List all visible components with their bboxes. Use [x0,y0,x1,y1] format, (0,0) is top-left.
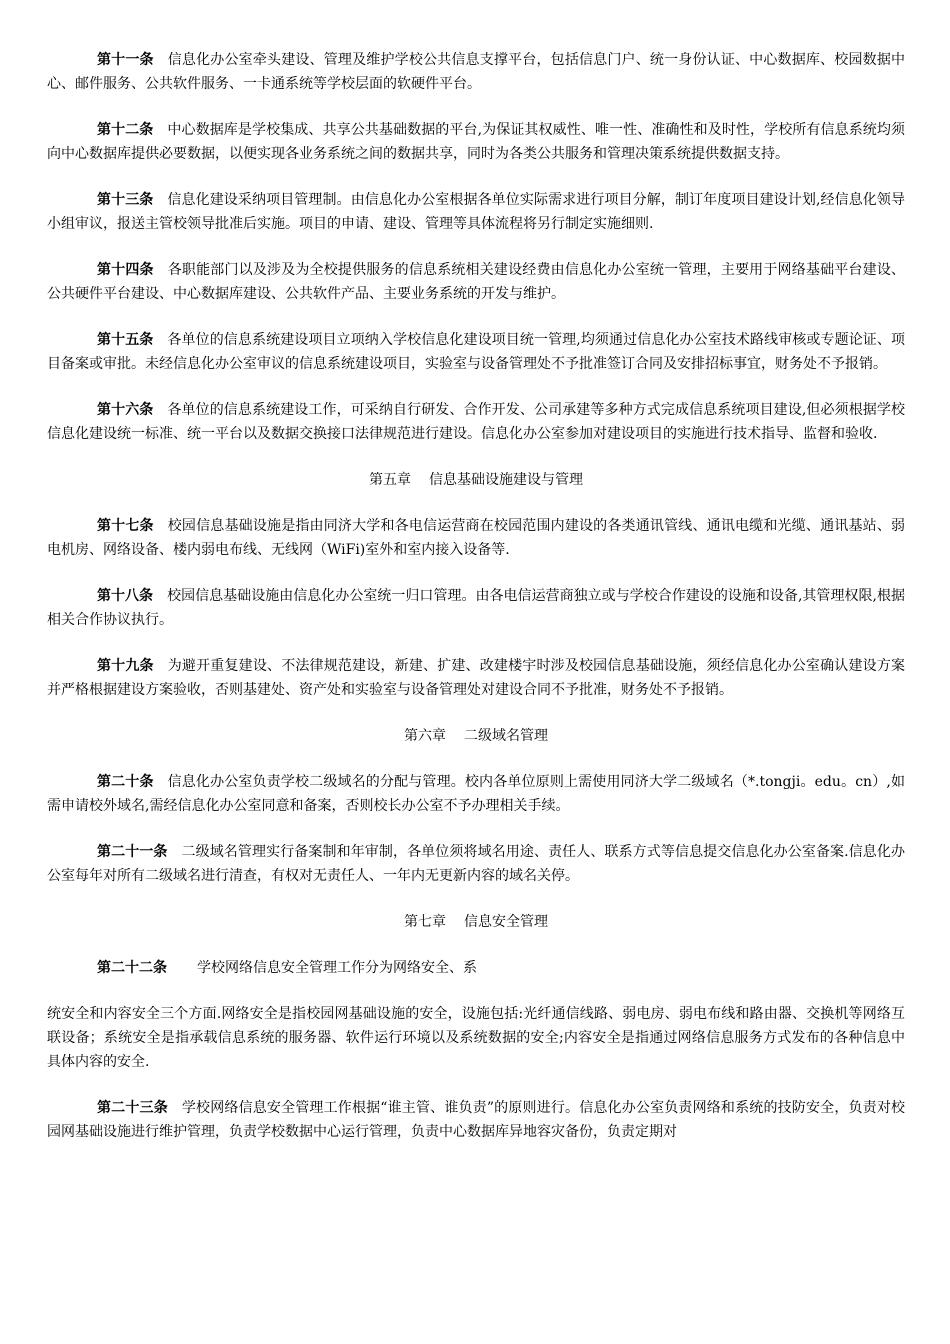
article-text: 二级域名管理实行备案制和年审制，各单位须将域名用途、责任人、联系方式等信息提交信息化办公室备案.信息化办公室每年对所有二级域名进行清查，有权对无责任人、一年内无更新内容的域名关停。 [47,844,905,884]
article-17 [47,514,905,562]
article-20 [47,770,905,818]
article-18 [47,584,905,632]
article-text: 中心数据库是学校集成、共享公共基础数据的平台,为保证其权威性、唯一性、准确性和及时性，学校所有信息系统均须向中心数据库提供必要数据，以便实现各业务系统之间的数据共享，同时为各类公共服务和管理决策系统提供数据支持。 [47,122,906,162]
article-12 [47,118,905,166]
article-number: 第十四条 [97,262,154,278]
article-text: 信息化办公室负责学校二级域名的分配与管理。校内各单位原则上需使用同济大学二级域名（*.tongji。edu。cn）,如需申请校外域名,需经信息化办公室同意和备案，否则校长办公室不予办理相关手续。 [47,774,905,814]
article-number: 第二十二条 [97,960,167,976]
chapter-title: 信息基础设施建设与管理 [429,472,583,488]
article-number: 第十五条 [97,332,154,348]
chapter-number: 第五章 [369,472,411,488]
article-text: 各职能部门以及涉及为全校提供服务的信息系统相关建设经费由信息化办公室统一管理，主要用于网络基础平台建设、公共硬件平台建设、中心数据库建设、公共软件产品、主要业务系统的开发与维护。 [47,262,906,302]
article-11 [47,48,905,96]
article-text: 学校网络信息安全管理工作分为网络安全、系 [197,960,477,976]
article-22 [47,956,905,980]
article-text: 信息化办公室牵头建设、管理及维护学校公共信息支撑平台，包括信息门户、统一身份认证、中心数据库、校园数据中心、邮件服务、公共软件服务、一卡通系统等学校层面的软硬件平台。 [47,52,906,92]
article-number: 第十三条 [97,192,154,208]
article-21 [47,840,905,888]
article-number: 第十八条 [97,588,154,604]
article-number: 第二十三条 [97,1100,168,1116]
article-22-continuation: 统安全和内容安全三个方面.网络安全是指校园网基础设施的安全，设施包括:光纤通信线路、弱电房、弱电布线和路由器、交换机等网络互联设备；系统安全是指承载信息系统的服务器、软件运行环境以及系统数据的安全;内容安全是指通过网络信息服务方式发布的各种信息中具体内容的安全. [47,1006,905,1070]
document-page [47,48,905,1166]
article-text: 各单位的信息系统建设项目立项纳入学校信息化建设项目统一管理,均须通过信息化办公室技术路线审核或专题论证、项目备案或审批。未经信息化办公室审议的信息系统建设项目，实验室与设备管理处不予批准签订合同及安排招标事宜，财务处不予报销。 [47,332,906,372]
chapter-7-heading [47,910,905,934]
article-number: 第十九条 [97,658,154,674]
article-text: 各单位的信息系统建设工作，可采纳自行研发、合作开发、公司承建等多种方式完成信息系统项目建设,但必须根据学校信息化建设统一标准、统一平台以及数据交换接口法律规范进行建设。信息化办公室参加对建设项目的实施进行技术指导、监督和验收. [47,402,906,442]
chapter-6-heading [47,724,905,748]
article-number: 第十二条 [97,122,154,138]
article-text: 校园信息基础设施由信息化办公室统一归口管理。由各电信运营商独立或与学校合作建设的设施和设备,其管理权限,根据相关合作协议执行。 [47,588,905,628]
article-text: 校园信息基础设施是指由同济大学和各电信运营商在校园范围内建设的各类通讯管线、通讯电缆和光缆、通讯基站、弱电机房、网络设备、楼内弱电布线、无线网（WiFi)室外和室内接入设备等. [47,518,906,558]
chapter-number: 第六章 [404,728,446,744]
article-number: 第十七条 [97,518,154,534]
article-text: 为避开重复建设、不法律规范建设，新建、扩建、改建楼宇时涉及校园信息基础设施，须经信息化办公室确认建设方案并严格根据建设方案验收，否则基建处、资产处和实验室与设备管理处对建设合同不予批准，财务处不予报销。 [47,658,906,698]
article-13 [47,188,905,236]
chapter-5-heading [47,468,905,492]
chapter-title: 信息安全管理 [464,914,548,930]
article-number: 第十一条 [97,52,154,68]
article-text: 学校网络信息安全管理工作根据“谁主管、谁负责”的原则进行。信息化办公室负责网络和系统的技防安全，负责对校园网基础设施进行维护管理，负责学校数据中心运行管理，负责中心数据库异地容灾备份，负责定期对 [47,1100,906,1140]
article-23 [47,1096,905,1144]
article-15 [47,328,905,376]
chapter-title: 二级域名管理 [464,728,548,744]
article-16 [47,398,905,446]
article-number: 第二十条 [97,774,154,790]
article-number: 第二十一条 [97,844,168,860]
article-14 [47,258,905,306]
article-number: 第十六条 [97,402,154,418]
article-19 [47,654,905,702]
chapter-number: 第七章 [404,914,446,930]
article-text: 信息化建设采纳项目管理制。由信息化办公室根据各单位实际需求进行项目分解，制订年度项目建设计划,经信息化领导小组审议，报送主管校领导批准后实施。项目的申请、建设、管理等具体流程将另行制定实施细则. [47,192,906,232]
